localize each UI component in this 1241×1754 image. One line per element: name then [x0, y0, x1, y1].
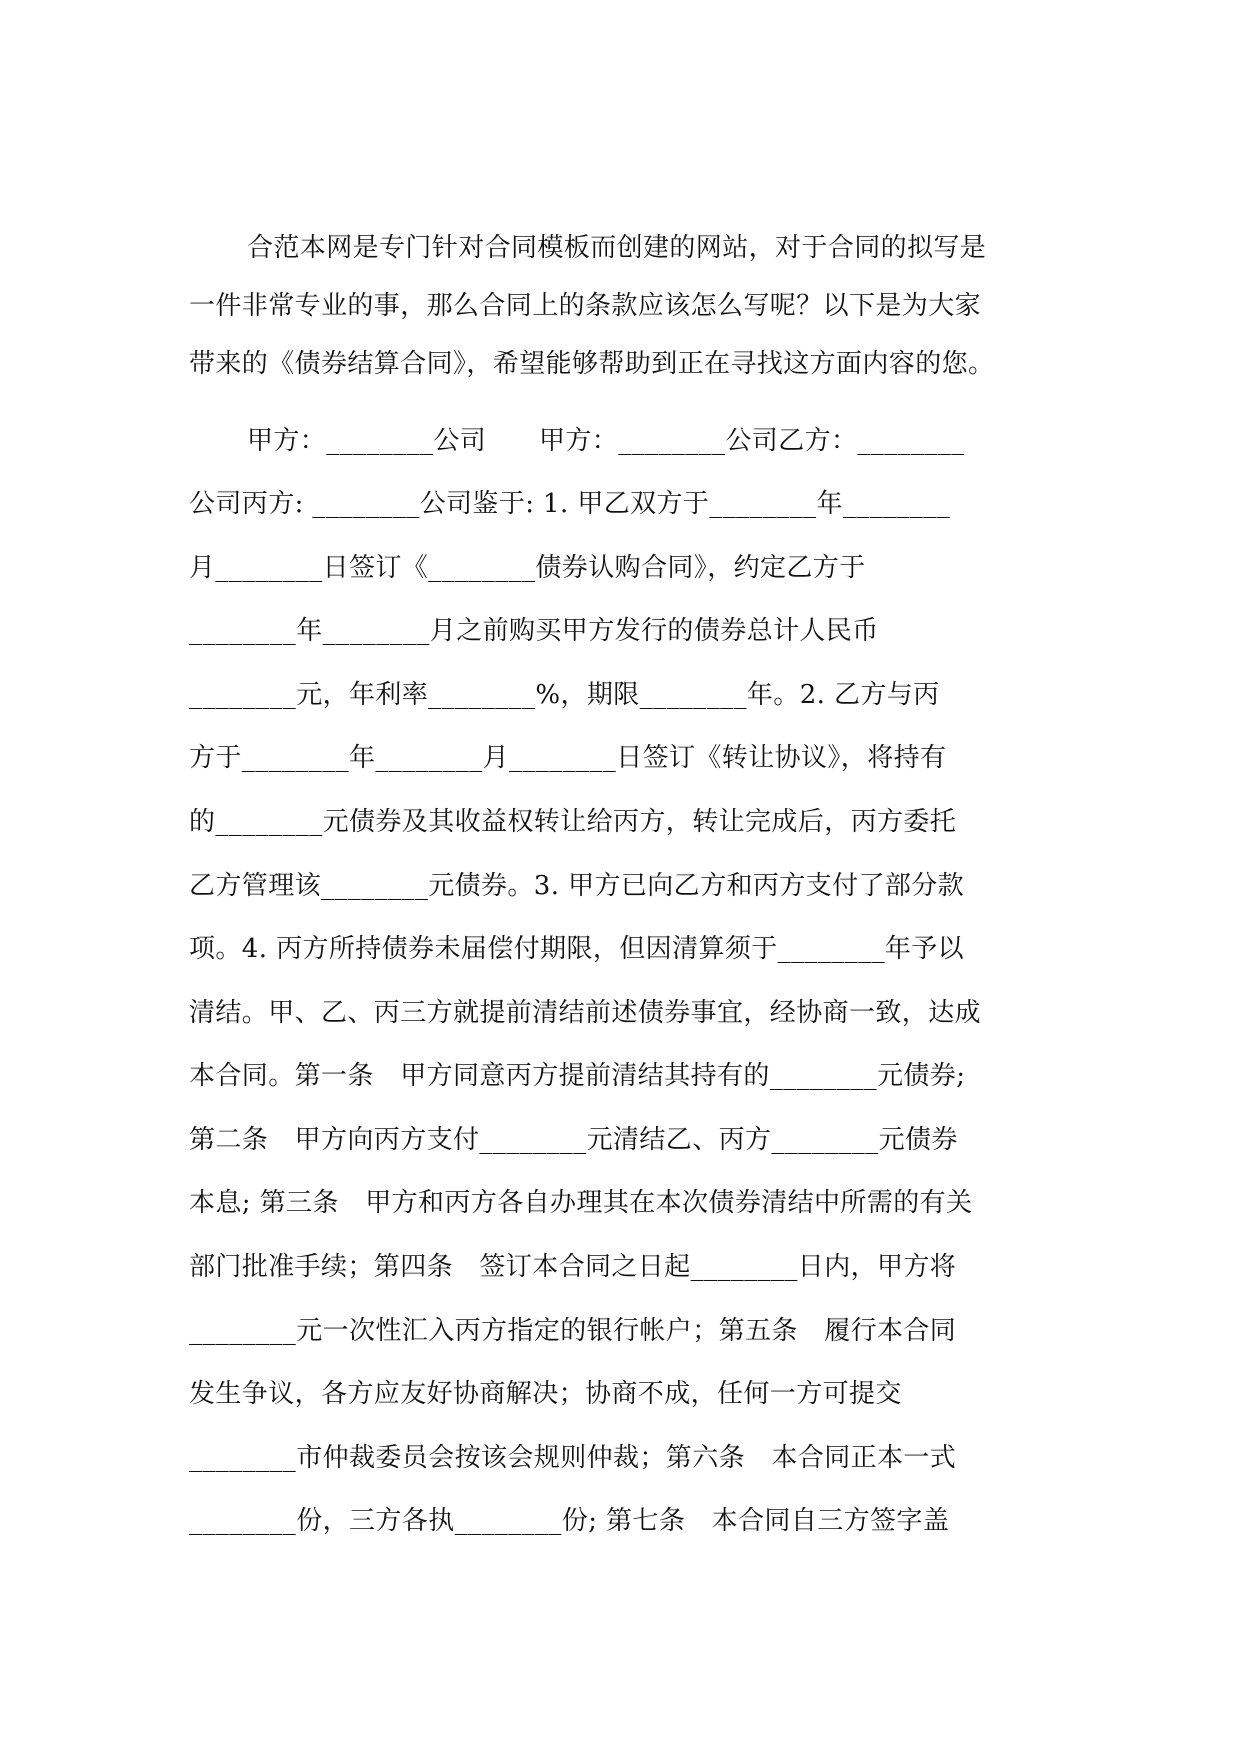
contract-line-12: 第二条 甲方向丙方支付________元清结乙、丙方________元债券: [189, 1125, 958, 1155]
contract-line-11: 本合同。第一条 甲方同意丙方提前清结其持有的________元债券;: [189, 1061, 966, 1091]
contract-line-4: ________年________月之前购买甲方发行的债券总计人民币: [189, 616, 879, 646]
contract-line-7: 的________元债券及其收益权转让给丙方，转让完成后，丙方委托: [189, 807, 957, 837]
contract-line-6: 方于________年________月________日签订《转让协议》，将持有: [189, 743, 947, 773]
contract-line-8: 乙方管理该________元债券。3. 甲方已向乙方和丙方支付了部分款: [189, 871, 965, 901]
intro-line-3: 带来的《债券结算合同》，希望能够帮助到正在寻找这方面内容的您。: [189, 349, 995, 379]
contract-line-13: 本息; 第三条 甲方和丙方各自办理其在本次债券清结中所需的有关: [189, 1188, 973, 1218]
intro-line-2: 一件非常专业的事，那么合同上的条款应该怎么写呢？以下是为大家: [189, 291, 982, 321]
contract-line-17: ________市仲裁委员会按该会规则仲裁；第六条 本合同正本一式: [189, 1443, 957, 1473]
contract-line-15: ________元一次性汇入丙方指定的银行帐户；第五条 履行本合同: [189, 1316, 957, 1346]
contract-line-1: 甲方：________公司 甲方：________公司乙方：________: [247, 426, 965, 456]
contract-line-10: 清结。甲、乙、丙三方就提前清结前述债券事宜，经协商一致，达成: [189, 998, 982, 1028]
contract-line-5: ________元，年利率________%，期限________年。2. 乙方与丙: [189, 680, 940, 710]
contract-line-14: 部门批准手续；第四条 签订本合同之日起________日内，甲方将: [189, 1252, 957, 1282]
contract-line-3: 月________日签订《________债券认购合同》，约定乙方于: [189, 553, 866, 583]
contract-line-18: ________份，三方各执________份; 第七条 本合同自三方签字盖: [189, 1506, 950, 1536]
intro-line-1: 合范本网是专门针对合同模板而创建的网站，对于合同的拟写是: [247, 233, 987, 263]
contract-line-9: 项。4. 丙方所持债券未届偿付期限，但因清算须于________年予以: [189, 934, 965, 964]
contract-line-16: 发生争议，各方应友好协商解决；协商不成，任何一方可提交: [189, 1379, 902, 1409]
contract-line-2: 公司丙方: ________公司鉴于: 1. 甲乙双方于________年________: [189, 489, 951, 519]
